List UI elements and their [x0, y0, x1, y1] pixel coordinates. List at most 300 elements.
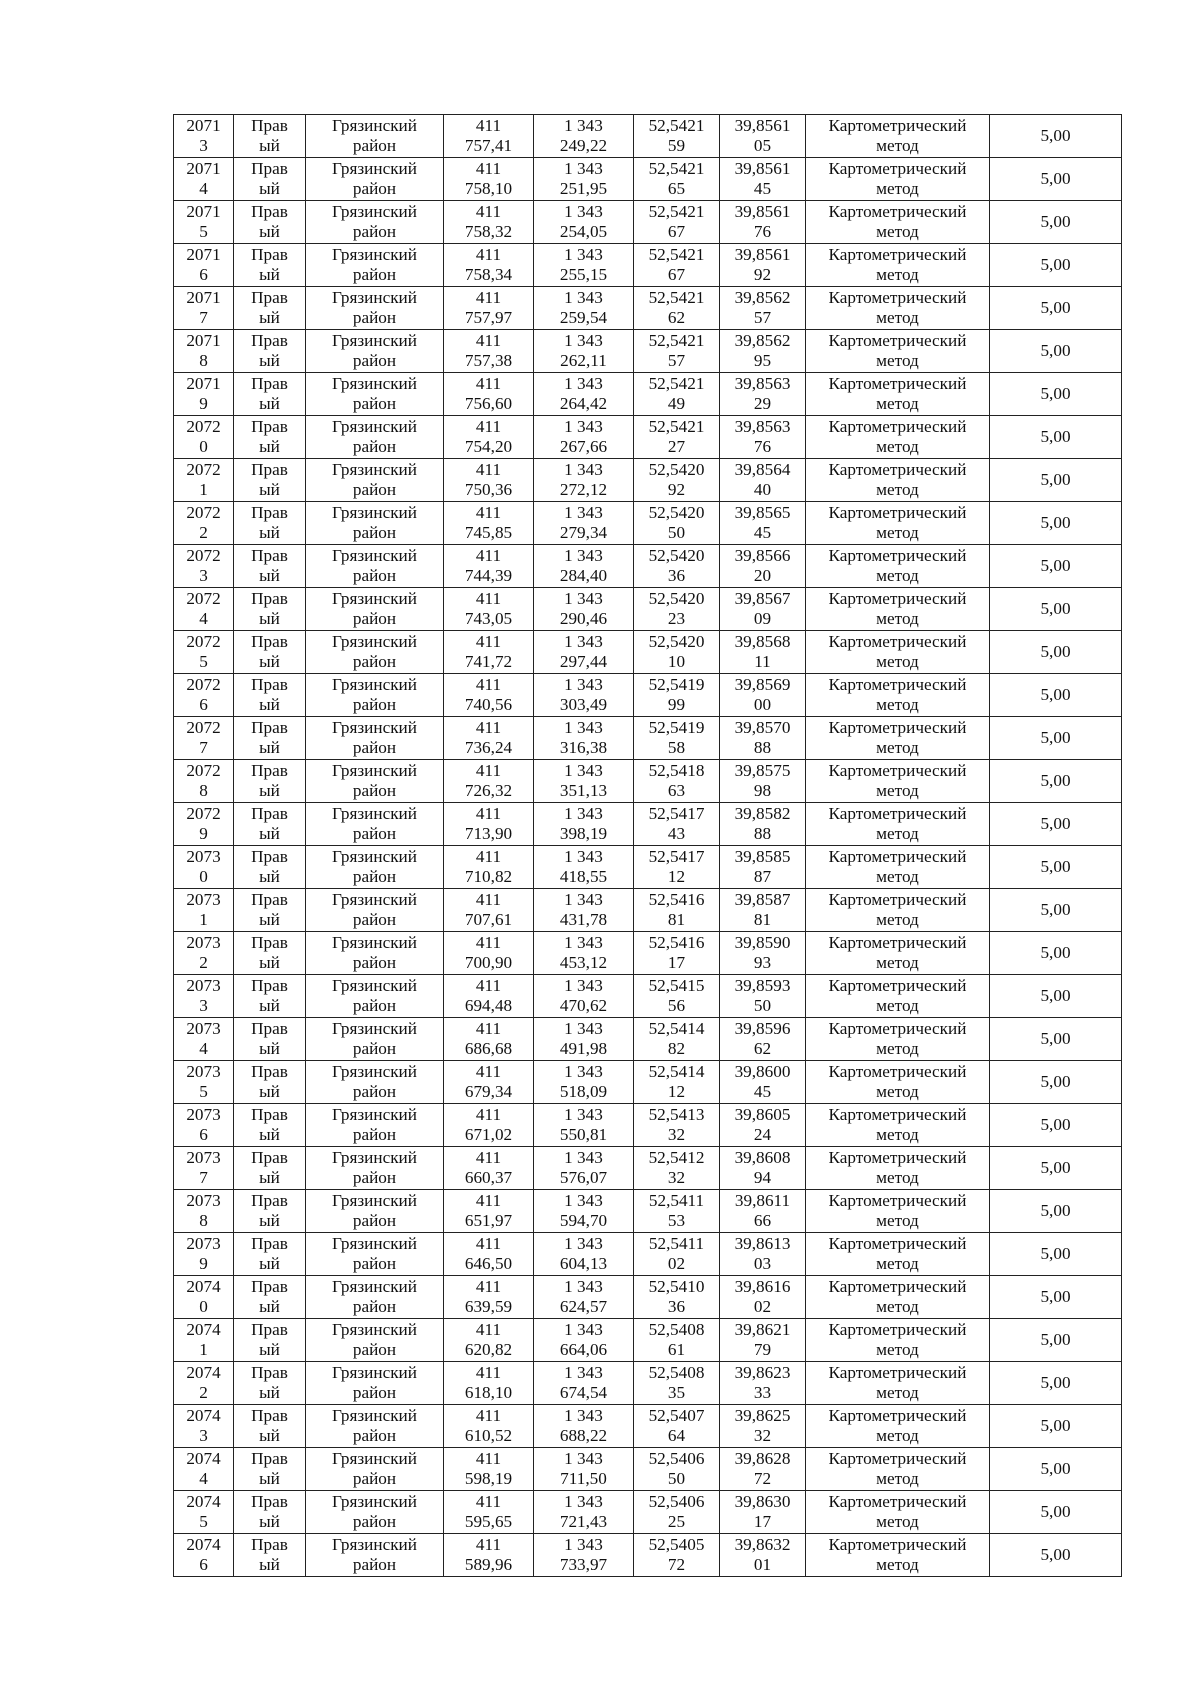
accuracy-cell: 5,00 — [990, 1534, 1122, 1577]
coord-y-line: 1 343 — [564, 502, 603, 522]
latitude-cell — [634, 201, 720, 244]
method-line: метод — [876, 867, 919, 886]
coord-y-cell — [534, 889, 634, 932]
district-cell — [306, 1491, 444, 1534]
bank-side-line: ый — [259, 480, 280, 499]
point-number-line: 2072 — [186, 459, 221, 479]
coord-y-line: 594,70 — [559, 1211, 608, 1230]
method-cell — [806, 545, 990, 588]
district-line: Грязинский — [332, 502, 417, 522]
method-cell — [806, 588, 990, 631]
longitude-line: 39,8563 — [734, 416, 791, 436]
point-number-line: 2073 — [186, 1190, 221, 1210]
method-line: Картометрический — [828, 158, 967, 178]
district-cell — [306, 1104, 444, 1147]
coord-x-cell — [444, 244, 534, 287]
district-line: район — [352, 1125, 397, 1144]
method-cell — [806, 674, 990, 717]
coord-y-line: 733,97 — [559, 1555, 608, 1574]
coord-x-line: 618,10 — [464, 1383, 513, 1402]
point-number-cell — [174, 1448, 234, 1491]
bank-side-line: ый — [259, 351, 280, 370]
latitude-line: 52,5421 — [648, 287, 705, 307]
district-line: район — [352, 222, 397, 241]
district-line: Грязинский — [332, 889, 417, 909]
bank-side-line: ый — [259, 179, 280, 198]
district-line: Грязинский — [332, 373, 417, 393]
coord-x-line: 411 — [475, 244, 502, 264]
table-row — [174, 1319, 1122, 1362]
bank-side-line: ый — [259, 1125, 280, 1144]
district-line: Грязинский — [332, 287, 417, 307]
district-line: район — [352, 652, 397, 671]
district-line: Грязинский — [332, 1147, 417, 1167]
latitude-cell — [634, 1190, 720, 1233]
coord-y-line: 721,43 — [559, 1512, 608, 1531]
point-number-cell — [174, 631, 234, 674]
coord-y-line: 1 343 — [564, 717, 603, 737]
latitude-cell — [634, 631, 720, 674]
accuracy-cell: 5,00 — [990, 588, 1122, 631]
accuracy-cell: 5,00 — [990, 330, 1122, 373]
bank-side-cell — [234, 760, 306, 803]
table-row — [174, 244, 1122, 287]
method-line: Картометрический — [828, 244, 967, 264]
coord-y-line: 249,22 — [559, 136, 608, 155]
latitude-cell — [634, 330, 720, 373]
point-number-line: 6 — [199, 265, 208, 284]
method-line: метод — [876, 308, 919, 327]
latitude-line: 57 — [667, 351, 686, 370]
accuracy-cell: 5,00 — [990, 373, 1122, 416]
bank-side-line: ый — [259, 523, 280, 542]
method-line: метод — [876, 1082, 919, 1101]
latitude-line: 82 — [667, 1039, 686, 1058]
point-number-line: 8 — [199, 351, 208, 370]
method-line: метод — [876, 996, 919, 1015]
point-number-line: 2 — [199, 953, 208, 972]
point-number-cell — [174, 1319, 234, 1362]
bank-side-line: Прав — [251, 502, 288, 522]
point-number-line: 3 — [199, 1426, 208, 1445]
district-line: Грязинский — [332, 1534, 417, 1554]
point-number-line: 2072 — [186, 545, 221, 565]
coord-x-line: 411 — [475, 1362, 502, 1382]
longitude-line: 81 — [753, 910, 772, 929]
bank-side-cell — [234, 717, 306, 760]
point-number-line: 9 — [199, 824, 208, 843]
point-number-line: 8 — [199, 781, 208, 800]
longitude-line: 39,8569 — [734, 674, 791, 694]
district-cell — [306, 889, 444, 932]
coord-x-cell — [444, 932, 534, 975]
coord-x-line: 726,32 — [464, 781, 513, 800]
coord-x-line: 411 — [475, 158, 502, 178]
bank-side-cell — [234, 1104, 306, 1147]
longitude-line: 11 — [754, 652, 771, 671]
method-line: Картометрический — [828, 760, 967, 780]
latitude-line: 32 — [667, 1125, 686, 1144]
district-line: район — [352, 1512, 397, 1531]
latitude-line: 27 — [667, 437, 686, 456]
district-line: Грязинский — [332, 1362, 417, 1382]
coord-y-line: 1 343 — [564, 1534, 603, 1554]
district-line: район — [352, 179, 397, 198]
point-number-line: 6 — [199, 1555, 208, 1574]
point-number-line: 2 — [199, 523, 208, 542]
coord-x-cell — [444, 1362, 534, 1405]
accuracy-cell: 5,00 — [990, 932, 1122, 975]
method-line: Картометрический — [828, 1405, 967, 1425]
latitude-cell — [634, 1448, 720, 1491]
district-line: Грязинский — [332, 459, 417, 479]
longitude-line: 39,8566 — [734, 545, 791, 565]
method-cell — [806, 932, 990, 975]
district-cell — [306, 459, 444, 502]
point-number-line: 2073 — [186, 1018, 221, 1038]
accuracy-cell: 5,00 — [990, 1276, 1122, 1319]
bank-side-line: Прав — [251, 588, 288, 608]
coord-y-line: 688,22 — [559, 1426, 608, 1445]
district-line: район — [352, 1254, 397, 1273]
method-line: Картометрический — [828, 201, 967, 221]
coordinates-table — [173, 114, 1122, 1577]
district-line: район — [352, 867, 397, 886]
point-number-line: 0 — [199, 437, 208, 456]
bank-side-line: Прав — [251, 1491, 288, 1511]
point-number-cell — [174, 674, 234, 717]
coord-y-line: 1 343 — [564, 889, 603, 909]
longitude-line: 50 — [753, 996, 772, 1015]
bank-side-line: Прав — [251, 1233, 288, 1253]
table-row — [174, 717, 1122, 760]
district-cell — [306, 1233, 444, 1276]
bank-side-line: Прав — [251, 1018, 288, 1038]
coord-y-line: 1 343 — [564, 760, 603, 780]
district-line: Грязинский — [332, 545, 417, 565]
point-number-cell — [174, 244, 234, 287]
coord-y-cell — [534, 1104, 634, 1147]
coord-x-cell — [444, 1534, 534, 1577]
latitude-line: 52,5406 — [648, 1491, 705, 1511]
coord-y-cell — [534, 502, 634, 545]
district-line: район — [352, 394, 397, 413]
method-line: Картометрический — [828, 502, 967, 522]
bank-side-line: ый — [259, 1211, 280, 1230]
accuracy-cell: 5,00 — [990, 1018, 1122, 1061]
coord-y-line: 1 343 — [564, 244, 603, 264]
longitude-line: 39,8593 — [734, 975, 791, 995]
accuracy-cell: 5,00 — [990, 502, 1122, 545]
longitude-cell — [720, 631, 806, 674]
latitude-line: 59 — [667, 136, 686, 155]
latitude-cell — [634, 459, 720, 502]
coord-y-cell — [534, 631, 634, 674]
longitude-cell — [720, 1319, 806, 1362]
longitude-cell — [720, 244, 806, 287]
bank-side-line: Прав — [251, 889, 288, 909]
coord-y-line: 316,38 — [559, 738, 608, 757]
method-line: метод — [876, 222, 919, 241]
coord-x-cell — [444, 115, 534, 158]
district-line: Грязинский — [332, 717, 417, 737]
method-line: метод — [876, 1340, 919, 1359]
method-line: Картометрический — [828, 1233, 967, 1253]
point-number-line: 0 — [199, 867, 208, 886]
point-number-line: 5 — [199, 222, 208, 241]
accuracy-cell: 5,00 — [990, 803, 1122, 846]
longitude-line: 20 — [753, 566, 772, 585]
coord-x-line: 651,97 — [464, 1211, 513, 1230]
coord-y-line: 290,46 — [559, 609, 608, 628]
longitude-line: 98 — [753, 781, 772, 800]
latitude-line: 52,5416 — [648, 889, 705, 909]
coord-y-cell — [534, 1491, 634, 1534]
bank-side-line: ый — [259, 953, 280, 972]
longitude-line: 17 — [753, 1512, 772, 1531]
longitude-cell — [720, 1104, 806, 1147]
point-number-line: 5 — [199, 1082, 208, 1101]
point-number-cell — [174, 1061, 234, 1104]
coord-x-cell — [444, 1018, 534, 1061]
longitude-line: 76 — [753, 437, 772, 456]
bank-side-line: Прав — [251, 1448, 288, 1468]
method-line: метод — [876, 1039, 919, 1058]
bank-side-cell — [234, 975, 306, 1018]
coord-y-cell — [534, 674, 634, 717]
district-cell — [306, 330, 444, 373]
point-number-line: 2074 — [186, 1491, 221, 1511]
point-number-line: 2074 — [186, 1405, 221, 1425]
longitude-cell — [720, 1405, 806, 1448]
district-line: Грязинский — [332, 1319, 417, 1339]
coord-y-cell — [534, 932, 634, 975]
coord-y-line: 1 343 — [564, 588, 603, 608]
longitude-line: 03 — [753, 1254, 772, 1273]
coord-x-cell — [444, 545, 534, 588]
method-line: Картометрический — [828, 803, 967, 823]
point-number-cell — [174, 1276, 234, 1319]
coord-x-line: 758,10 — [464, 179, 513, 198]
latitude-line: 52,5411 — [648, 1233, 705, 1253]
coord-x-line: 411 — [475, 674, 502, 694]
method-cell — [806, 1018, 990, 1061]
bank-side-line: Прав — [251, 631, 288, 651]
district-line: Грязинский — [332, 846, 417, 866]
coord-y-cell — [534, 373, 634, 416]
coord-y-line: 1 343 — [564, 115, 603, 135]
method-cell — [806, 416, 990, 459]
latitude-line: 43 — [667, 824, 686, 843]
district-line: Грязинский — [332, 1448, 417, 1468]
longitude-line: 40 — [753, 480, 772, 499]
longitude-cell — [720, 1491, 806, 1534]
district-cell — [306, 1018, 444, 1061]
coord-y-cell — [534, 1190, 634, 1233]
point-number-cell — [174, 287, 234, 330]
point-number-line: 9 — [199, 394, 208, 413]
coord-x-line: 694,48 — [464, 996, 513, 1015]
table-row — [174, 760, 1122, 803]
latitude-line: 61 — [667, 1340, 686, 1359]
longitude-line: 76 — [753, 222, 772, 241]
latitude-line: 52,5415 — [648, 975, 705, 995]
method-line: Картометрический — [828, 717, 967, 737]
bank-side-line: ый — [259, 394, 280, 413]
method-line: метод — [876, 394, 919, 413]
point-number-line: 2071 — [186, 158, 221, 178]
longitude-line: 39,8564 — [734, 459, 791, 479]
longitude-cell — [720, 201, 806, 244]
district-line: район — [352, 781, 397, 800]
coord-x-line: 411 — [475, 1104, 502, 1124]
latitude-line: 25 — [667, 1512, 686, 1531]
longitude-line: 45 — [753, 523, 772, 542]
method-line: метод — [876, 1555, 919, 1574]
coord-x-cell — [444, 373, 534, 416]
longitude-line: 39,8632 — [734, 1534, 791, 1554]
point-number-line: 2072 — [186, 803, 221, 823]
point-number-line: 0 — [199, 1297, 208, 1316]
coord-x-line: 707,61 — [464, 910, 513, 929]
coord-x-cell — [444, 717, 534, 760]
bank-side-cell — [234, 803, 306, 846]
district-line: Грязинский — [332, 1018, 417, 1038]
bank-side-line: ый — [259, 652, 280, 671]
point-number-cell — [174, 1491, 234, 1534]
coord-x-line: 411 — [475, 803, 502, 823]
coord-y-line: 1 343 — [564, 1405, 603, 1425]
method-line: метод — [876, 136, 919, 155]
method-cell — [806, 201, 990, 244]
coord-x-cell — [444, 1491, 534, 1534]
latitude-line: 36 — [667, 566, 686, 585]
method-line: Картометрический — [828, 1276, 967, 1296]
latitude-cell — [634, 373, 720, 416]
coord-x-cell — [444, 588, 534, 631]
coord-y-line: 1 343 — [564, 416, 603, 436]
point-number-cell — [174, 932, 234, 975]
coord-y-line: 1 343 — [564, 803, 603, 823]
coord-y-line: 251,95 — [559, 179, 608, 198]
bank-side-cell — [234, 330, 306, 373]
point-number-line: 6 — [199, 1125, 208, 1144]
coord-y-line: 604,13 — [559, 1254, 608, 1273]
coord-x-line: 411 — [475, 588, 502, 608]
point-number-line: 7 — [199, 308, 208, 327]
method-line: метод — [876, 1254, 919, 1273]
longitude-cell — [720, 760, 806, 803]
method-line: Картометрический — [828, 1491, 967, 1511]
point-number-line: 6 — [199, 695, 208, 714]
bank-side-line: ый — [259, 1039, 280, 1058]
bank-side-line: Прав — [251, 416, 288, 436]
method-line: Картометрический — [828, 1147, 967, 1167]
coord-x-line: 411 — [475, 502, 502, 522]
district-line: Грязинский — [332, 1491, 417, 1511]
method-line: метод — [876, 265, 919, 284]
point-number-line: 2 — [199, 1383, 208, 1402]
district-line: Грязинский — [332, 1061, 417, 1081]
bank-side-cell — [234, 459, 306, 502]
method-line: метод — [876, 1383, 919, 1402]
coord-y-cell — [534, 244, 634, 287]
coord-x-line: 411 — [475, 1190, 502, 1210]
point-number-line: 2074 — [186, 1276, 221, 1296]
longitude-cell — [720, 545, 806, 588]
coord-y-line: 267,66 — [559, 437, 608, 456]
table-row — [174, 416, 1122, 459]
method-line: Картометрический — [828, 287, 967, 307]
bank-side-cell — [234, 115, 306, 158]
latitude-cell — [634, 287, 720, 330]
method-line: Картометрический — [828, 1534, 967, 1554]
bank-side-line: ый — [259, 437, 280, 456]
coord-y-line: 264,42 — [559, 394, 608, 413]
table-row — [174, 1190, 1122, 1233]
district-line: район — [352, 910, 397, 929]
method-line: метод — [876, 609, 919, 628]
longitude-line: 39,8621 — [734, 1319, 791, 1339]
bank-side-line: Прав — [251, 717, 288, 737]
point-number-line: 8 — [199, 1211, 208, 1230]
district-line: район — [352, 1082, 397, 1101]
longitude-line: 39,8565 — [734, 502, 791, 522]
latitude-line: 52,5420 — [648, 588, 705, 608]
method-line: метод — [876, 1211, 919, 1230]
longitude-cell — [720, 459, 806, 502]
method-cell — [806, 158, 990, 201]
method-line: метод — [876, 566, 919, 585]
point-number-cell — [174, 1147, 234, 1190]
district-line: район — [352, 609, 397, 628]
latitude-line: 52,5413 — [648, 1104, 705, 1124]
coord-x-line: 745,85 — [464, 523, 513, 542]
bank-side-line: ый — [259, 738, 280, 757]
latitude-line: 52,5414 — [648, 1061, 705, 1081]
coord-y-line: 1 343 — [564, 545, 603, 565]
point-number-cell — [174, 1233, 234, 1276]
bank-side-line: ый — [259, 222, 280, 241]
point-number-line: 2072 — [186, 416, 221, 436]
point-number-line: 4 — [199, 609, 208, 628]
latitude-cell — [634, 244, 720, 287]
latitude-line: 52,5407 — [648, 1405, 705, 1425]
table-row — [174, 932, 1122, 975]
coord-y-cell — [534, 1534, 634, 1577]
point-number-line: 2073 — [186, 1233, 221, 1253]
longitude-line: 39,8608 — [734, 1147, 791, 1167]
bank-side-line: Прав — [251, 287, 288, 307]
coord-x-line: 411 — [475, 1233, 502, 1253]
coord-y-line: 255,15 — [559, 265, 608, 284]
method-cell — [806, 1104, 990, 1147]
bank-side-line: ый — [259, 824, 280, 843]
bank-side-cell — [234, 201, 306, 244]
longitude-cell — [720, 287, 806, 330]
district-line: район — [352, 308, 397, 327]
bank-side-cell — [234, 631, 306, 674]
longitude-line: 39,8625 — [734, 1405, 791, 1425]
latitude-line: 36 — [667, 1297, 686, 1316]
district-line: район — [352, 738, 397, 757]
coord-y-cell — [534, 330, 634, 373]
district-line: район — [352, 1168, 397, 1187]
bank-side-cell — [234, 1061, 306, 1104]
district-cell — [306, 244, 444, 287]
latitude-line: 52,5408 — [648, 1319, 705, 1339]
latitude-line: 17 — [667, 953, 686, 972]
